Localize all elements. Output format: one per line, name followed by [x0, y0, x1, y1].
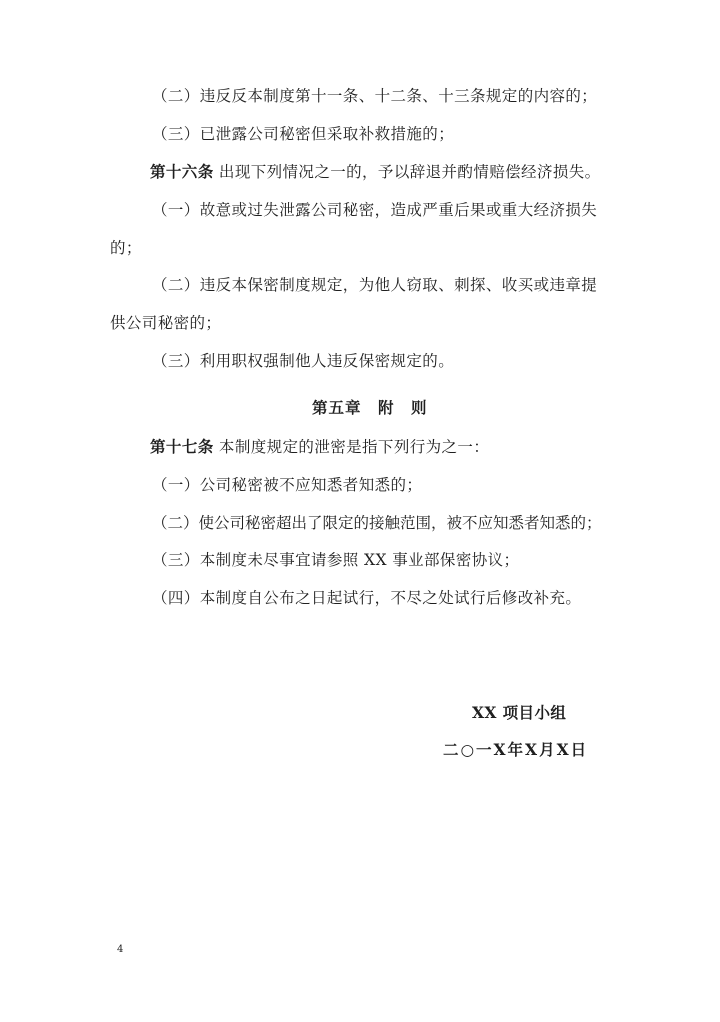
page-number: 4 — [117, 944, 124, 955]
paragraph-text: （三）已泄露公司秘密但采取补救措施的； — [152, 125, 455, 143]
paragraph-text: （二）违反本保密制度规定，为他人窃取、刺探、收买或违章提 — [152, 276, 598, 294]
article-17 — [150, 437, 489, 457]
article-16-item-2 — [152, 275, 597, 295]
chapter-heading: 第五章 附 则 — [312, 398, 428, 417]
article-label: 第十六条 — [150, 162, 214, 181]
paragraph-text: （一）故意或过失泄露公司秘密，造成严重后果或重大经济损失 — [152, 201, 598, 219]
article-17-item-3: （三）本制度未尽事宜请参照 XX 事业部保密协议； — [152, 551, 520, 569]
paragraph-text: 供公司秘密的； — [110, 314, 222, 332]
article-17-item-4: （四）本制度自公布之日起试行，不尽之处试行后修改补充。 — [152, 589, 582, 607]
paragraph-text: 出现下列情况之一的，予以辞退并酌情赔偿经济损失。 — [213, 163, 601, 181]
clause-item-3-prev — [152, 124, 454, 144]
signature-date: 二○一X年X月X日 — [443, 740, 589, 759]
paragraph-text: （三）利用职权强制他人违反保密规定的。 — [152, 352, 455, 370]
clause-16-item-2-prev — [152, 86, 597, 106]
paragraph-text: 本制度规定的泄密是指下列行为之一： — [213, 438, 490, 456]
article-17-item-1: （一）公司秘密被不应知悉者知悉的； — [152, 476, 423, 494]
article-16 — [150, 162, 601, 182]
article-16-item-1-cont — [110, 238, 142, 258]
article-16-item-2-cont — [110, 313, 221, 333]
paragraph-text: 的； — [110, 239, 142, 257]
article-16-item-1 — [152, 200, 597, 220]
paragraph-text: （二）违反反本制度第十一条、十二条、十三条规定的内容的； — [152, 87, 598, 105]
signature-org: XX 项目小组 — [472, 703, 567, 722]
article-label: 第十七条 — [150, 437, 214, 456]
article-17-item-2: （二）使公司秘密超出了限定的接触范围，被不应知悉者知悉的； — [152, 514, 602, 532]
article-16-item-3 — [152, 351, 454, 371]
